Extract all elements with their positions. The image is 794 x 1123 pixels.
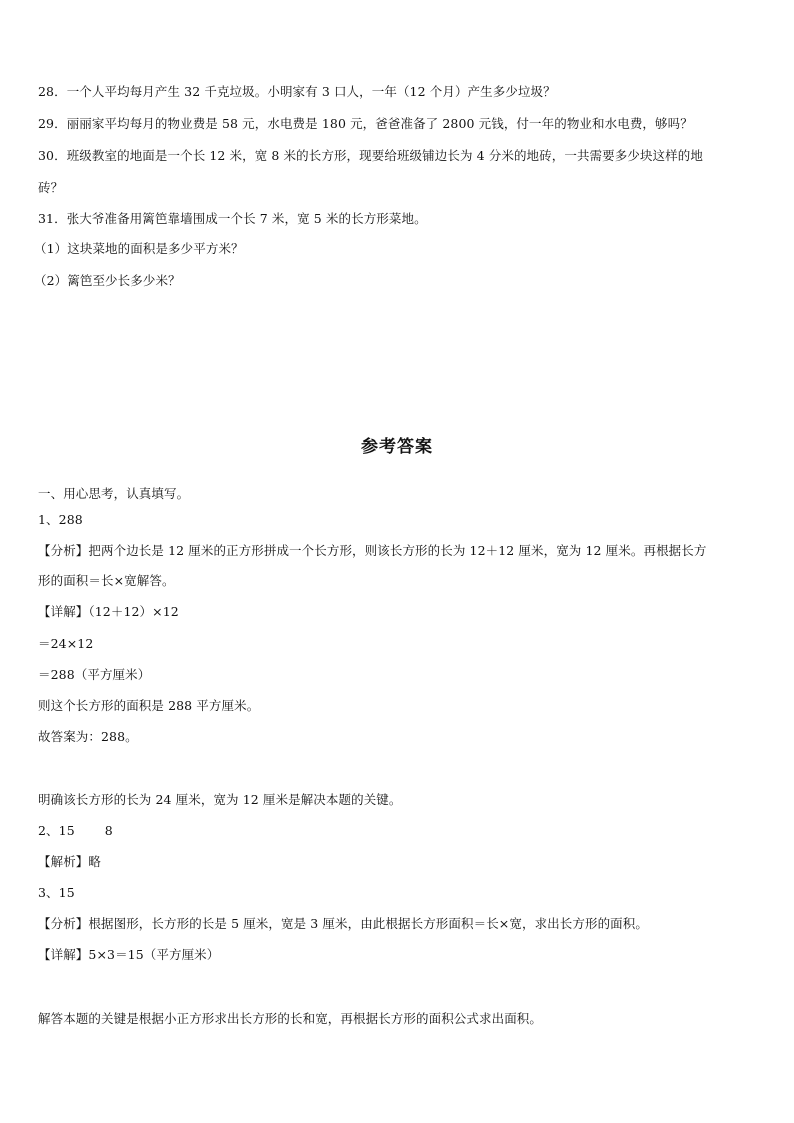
question-31-sub1: （1）这块菜地的面积是多少平方米？ [34,241,244,256]
answer-1-conclusion: 则这个长方形的面积是 288 平方厘米。 [38,698,260,713]
question-28: 28．一个人平均每月产生 32 千克垃圾。小明家有 3 口人，一年（12 个月）产生多少垃圾？ [38,84,556,99]
answer-1-final: 故答案为：288。 [38,729,138,744]
question-30-line2: 砖？ [38,180,64,195]
answer-1-analysis-line2: 形的面积＝长×宽解答。 [38,573,175,588]
answer-1-label: 1、288 [38,512,83,527]
answer-3-analysis: 【分析】根据图形，长方形的长是 5 厘米，宽是 3 厘米，由此根据长方形面积＝长×宽，求出长方形的面积。 [38,916,648,931]
answer-2-label: 2、15 [38,823,75,838]
question-29: 29．丽丽家平均每月的物业费是 58 元，水电费是 180 元，爸爸准备了 2800 元钱，付一年的物业和水电费，够吗？ [38,116,693,131]
answer-key-title: 参考答案 [361,437,433,457]
answer-3-label: 3、15 [38,885,75,900]
answer-2-analysis: 【解析】略 [38,854,102,869]
answer-1-key-point: 明确该长方形的长为 24 厘米，宽为 12 厘米是解决本题的关键。 [38,792,402,807]
question-30-line1: 30．班级教室的地面是一个长 12 米，宽 8 米的长方形，现要给班级铺边长为 4 分米的地砖，一共需要多少块这样的地 [38,148,703,163]
question-31: 31．张大爷准备用篱笆靠墙围成一个长 7 米，宽 5 米的长方形菜地。 [38,211,427,226]
answer-1-detail-line2: ＝24×12 [38,636,94,651]
answer-1-detail-line3: ＝288（平方厘米） [38,667,151,682]
answer-1-analysis-line1: 【分析】把两个边长是 12 厘米的正方形拼成一个长方形，则该长方形的长为 12＋12 厘米，宽为 12 厘米。再根据长方 [38,543,707,558]
section1-heading: 一、用心思考，认真填写。 [38,486,190,501]
answer-3-key-point: 解答本题的关键是根据小正方形求出长方形的长和宽，再根据长方形的面积公式求出面积。 [38,1011,543,1026]
question-31-sub2: （2）篱笆至少长多少米？ [34,273,181,288]
answer-1-detail-line1: 【详解】（12＋12）×12 [38,604,179,619]
answer-3-detail: 【详解】5×3＝15（平方厘米） [38,947,220,962]
answer-2-row [38,823,113,839]
answer-2-value2: 8 [104,823,113,838]
